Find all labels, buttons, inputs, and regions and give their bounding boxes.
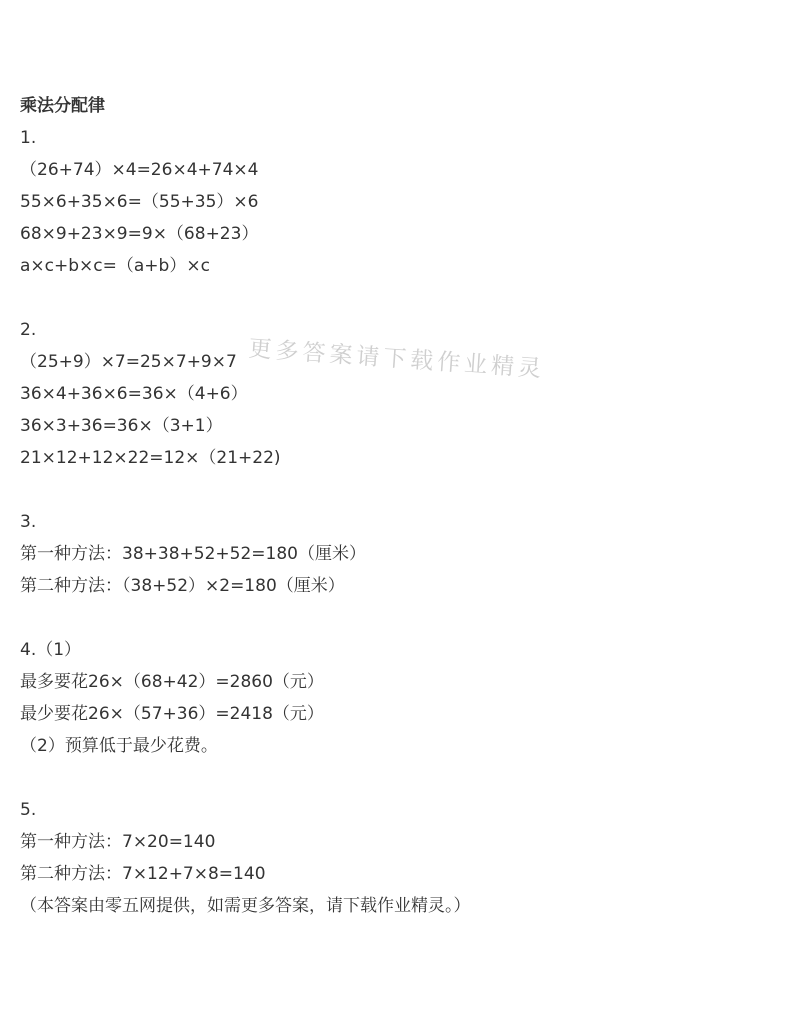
answer-line: 55×6+35×6=（55+35）×6	[20, 192, 259, 212]
section-title: 乘法分配律	[20, 96, 105, 116]
answer-line: 36×3+36=36×（3+1）	[20, 416, 223, 436]
answer-line: 第一种方法：38+38+52+52=180（厘米）	[20, 544, 366, 564]
answer-line: 2.	[20, 320, 37, 340]
answer-line: a×c+b×c=（a+b）×c	[20, 256, 210, 276]
answer-line: 5.	[20, 800, 37, 820]
answer-line: 第二种方法：7×12+7×8=140	[20, 864, 266, 884]
answer-line: 1.	[20, 128, 37, 148]
answer-line: 21×12+12×22=12×（21+22)	[20, 448, 281, 468]
answer-line: （26+74）×4=26×4+74×4	[20, 160, 259, 180]
answer-line: 36×4+36×6=36×（4+6）	[20, 384, 248, 404]
answer-line: 最多要花26×（68+42）=2860（元）	[20, 672, 324, 692]
blank-line	[20, 282, 780, 314]
answer-line: 第二种方法：（38+52）×2=180（厘米）	[20, 576, 345, 596]
answer-line: （25+9）×7=25×7+9×7	[20, 352, 237, 372]
blank-line	[20, 602, 780, 634]
answer-line: （本答案由零五网提供，如需更多答案，请下载作业精灵。）	[20, 896, 471, 916]
answer-line: 3.	[20, 512, 37, 532]
answer-line: 最少要花26×（57+36）=2418（元）	[20, 704, 324, 724]
answer-line: 第一种方法：7×20=140	[20, 832, 216, 852]
blank-line	[20, 474, 780, 506]
watermark: 更多答案请下载作业精灵	[247, 335, 546, 383]
answer-line: 4.（1）	[20, 640, 82, 660]
answer-lines	[20, 122, 780, 922]
blank-line	[20, 762, 780, 794]
answer-document	[20, 90, 780, 922]
answer-line: （2）预算低于最少花费。	[20, 736, 218, 756]
answer-line: 68×9+23×9=9×（68+23）	[20, 224, 259, 244]
